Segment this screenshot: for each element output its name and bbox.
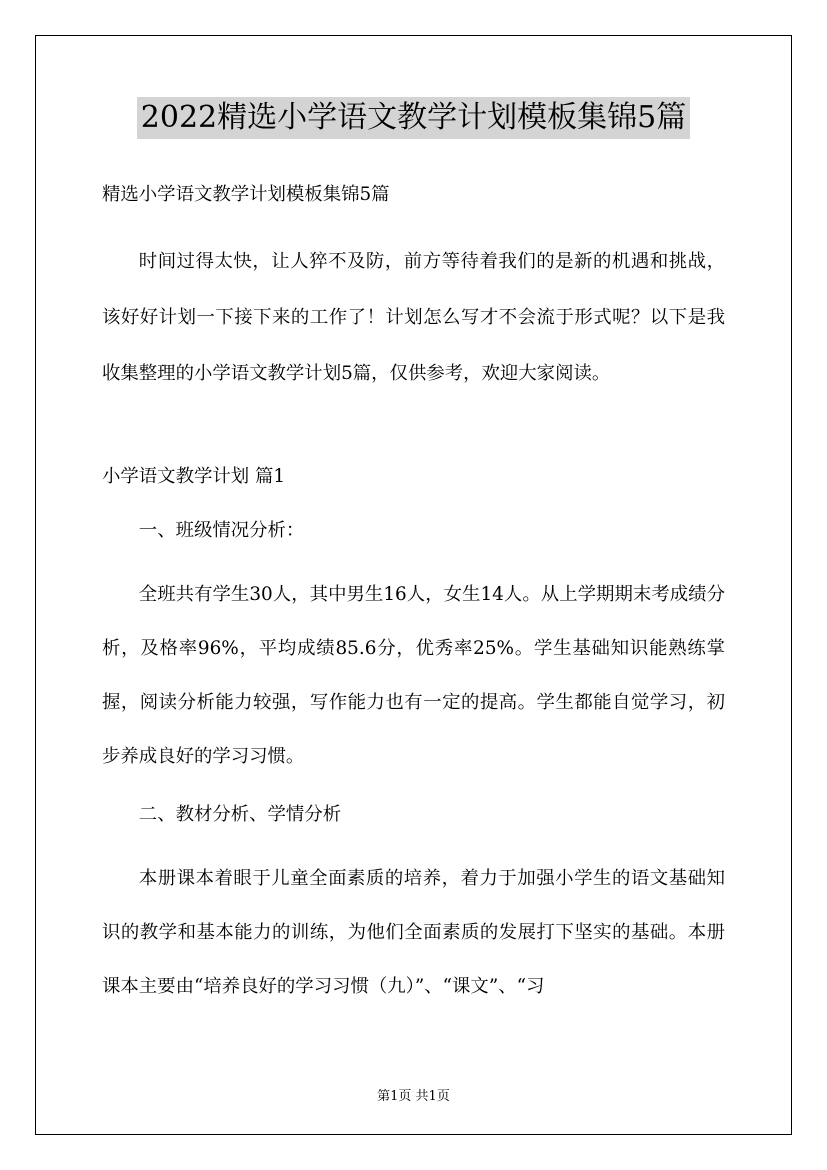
heading-class-analysis: 一、班级情况分析： xyxy=(138,520,305,541)
heading-textbook-analysis: 二、教材分析、学情分析 xyxy=(138,804,342,825)
document-body xyxy=(102,178,725,1014)
document-title: 2022精选小学语文教学计划模板集锦5篇 xyxy=(137,97,690,139)
section-title: 小学语文教学计划 篇1 xyxy=(102,466,286,487)
title-container xyxy=(0,97,827,139)
class-analysis-paragraph: 全班共有学生30人，其中男生16人，女生14人。从上学期期末考成绩分析，及格率96%，平均成绩85.6分，优秀率25%。学生基础知识能熟练掌握，阅读分析能力较强，写作能力也有一定的提高。学生都能自觉学习，初步养成良好的学习习惯。 xyxy=(102,584,725,767)
document-subtitle: 精选小学语文教学计划模板集锦5篇 xyxy=(102,184,390,205)
textbook-analysis-paragraph: 本册课本着眼于儿童全面素质的培养，着力于加强小学生的语文基础知识的教学和基本能力的训练，为他们全面素质的发展打下坚实的基础。本册课本主要由“培养良好的学习习惯（九）”、“课文”、“习 xyxy=(102,868,725,997)
page-footer: 第1页 共1页 xyxy=(377,1089,450,1104)
intro-paragraph: 时间过得太快，让人猝不及防，前方等待着我们的是新的机遇和挑战，该好好计划一下接下来的工作了！计划怎么写才不会流于形式呢？以下是我收集整理的小学语文教学计划5篇，仅供参考，欢迎大家阅读。 xyxy=(102,251,725,384)
